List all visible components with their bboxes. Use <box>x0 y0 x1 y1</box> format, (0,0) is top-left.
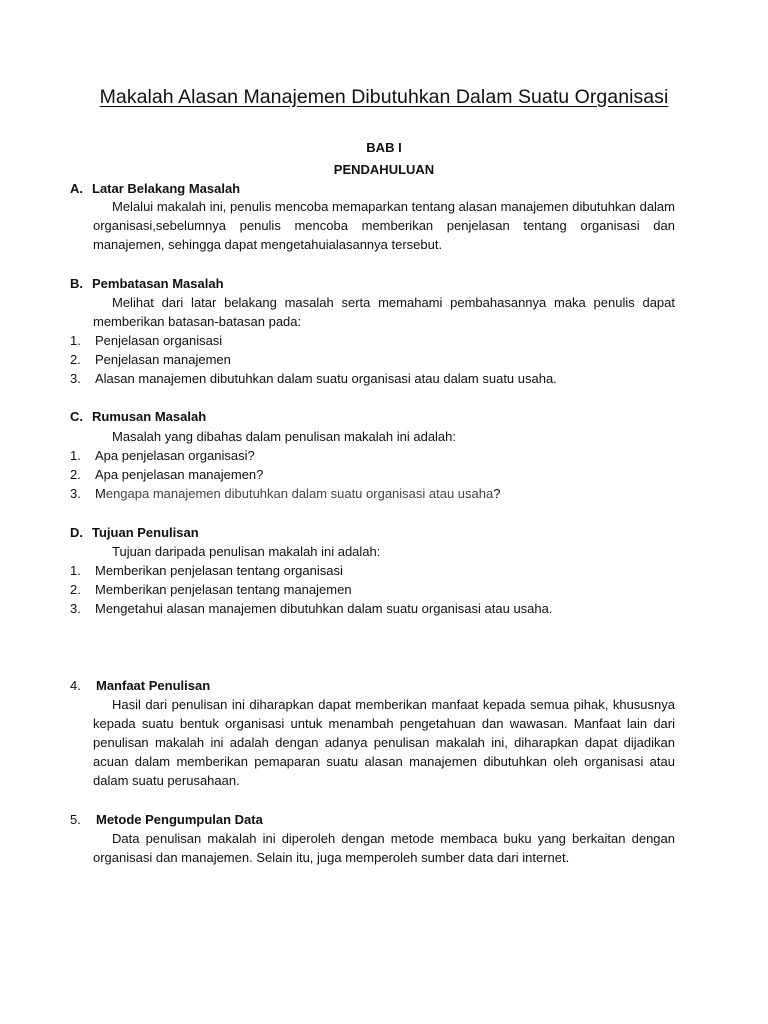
section-b-letter: B. <box>70 276 83 291</box>
section-5-heading <box>70 812 263 827</box>
document-title: Makalah Alasan Manajemen Dibutuhkan Dalam Suatu Organisasi <box>99 86 669 108</box>
list-item: 2. Penjelasan manajemen <box>70 352 231 367</box>
section-a-heading <box>70 181 240 196</box>
section-c-paragraph: Masalah yang dibahas dalam penulisan makalah ini adalah: <box>112 429 457 444</box>
section-d-heading <box>70 525 199 540</box>
list-item: 1. Penjelasan organisasi <box>70 333 223 348</box>
section-d-list <box>70 561 552 618</box>
section-c-letter: C. <box>70 409 83 424</box>
section-d-letter: D. <box>70 525 83 540</box>
list-item: 2. Memberikan penjelasan tentang manajemen <box>70 582 352 597</box>
chapter-title: PENDAHULUAN <box>333 162 435 177</box>
section-b-title: Pembatasan Masalah <box>92 276 224 291</box>
list-item: 3. Mengapa manajemen dibutuhkan dalam suatu organisasi atau usaha? <box>70 486 501 501</box>
list-item: 3. Mengetahui alasan manajemen dibutuhkan dalam suatu organisasi atau usaha. <box>70 601 553 616</box>
list-item: 2. Apa penjelasan manajemen? <box>70 467 264 482</box>
list-item: 1. Memberikan penjelasan tentang organisasi <box>70 563 343 578</box>
section-d-paragraph: Tujuan daripada penulisan makalah ini adalah: <box>112 544 381 559</box>
list-item: 3. Alasan manajemen dibutuhkan dalam suatu organisasi atau dalam suatu usaha. <box>70 371 557 386</box>
chapter-number: BAB I <box>366 140 402 155</box>
section-5-title: Metode Pengumpulan Data <box>96 812 263 827</box>
section-b-list <box>70 331 557 388</box>
section-a-letter: A. <box>70 181 83 196</box>
section-4-paragraph: Hasil dari penulisan ini diharapkan dapat memberikan manfaat kepada semua pihak, khususnya kepada suatu bentuk organisasi untuk menambah pengetahuan dan wawasan. Manfaat lain dari penulisan makalah ini adalah dengan adanya penulisan makalah ini, diharapkan dapat dijadikan acuan dalam memberikan pemaparan suatu alasan manajemen dibutuhkan oleh organisasi atau dalam suatu perusahaan. <box>93 697 675 788</box>
section-a-title: Latar Belakang Masalah <box>92 181 241 196</box>
section-4-number: 4. <box>70 678 81 693</box>
section-5-paragraph: Data penulisan makalah ini diperoleh dengan metode membaca buku yang berkaitan dengan organisasi dan manajemen. Selain itu, juga memperoleh sumber data dari internet. <box>93 831 675 865</box>
list-item: 1. Apa penjelasan organisasi? <box>70 448 255 463</box>
section-4-title: Manfaat Penulisan <box>96 678 211 693</box>
section-a-paragraph: Melalui makalah ini, penulis mencoba memaparkan tentang alasan manajemen dibutuhkan dalam organisasi,sebelumnya penulis mencoba memberikan penjelasan tentang organisasi dan manajemen, sehingga dapat mengetahuialasannya tersebut. <box>93 199 675 252</box>
section-4-heading <box>70 678 210 693</box>
section-5-number: 5. <box>70 812 81 827</box>
section-d-title: Tujuan Penulisan <box>92 525 199 540</box>
section-b-heading <box>70 276 224 291</box>
section-c-list <box>70 446 500 503</box>
section-c-heading <box>70 409 206 424</box>
section-c-title: Rumusan Masalah <box>92 409 207 424</box>
section-b-paragraph: Melihat dari latar belakang masalah serta memahami pembahasannya maka penulis dapat memberikan batasan-batasan pada: <box>93 295 675 329</box>
